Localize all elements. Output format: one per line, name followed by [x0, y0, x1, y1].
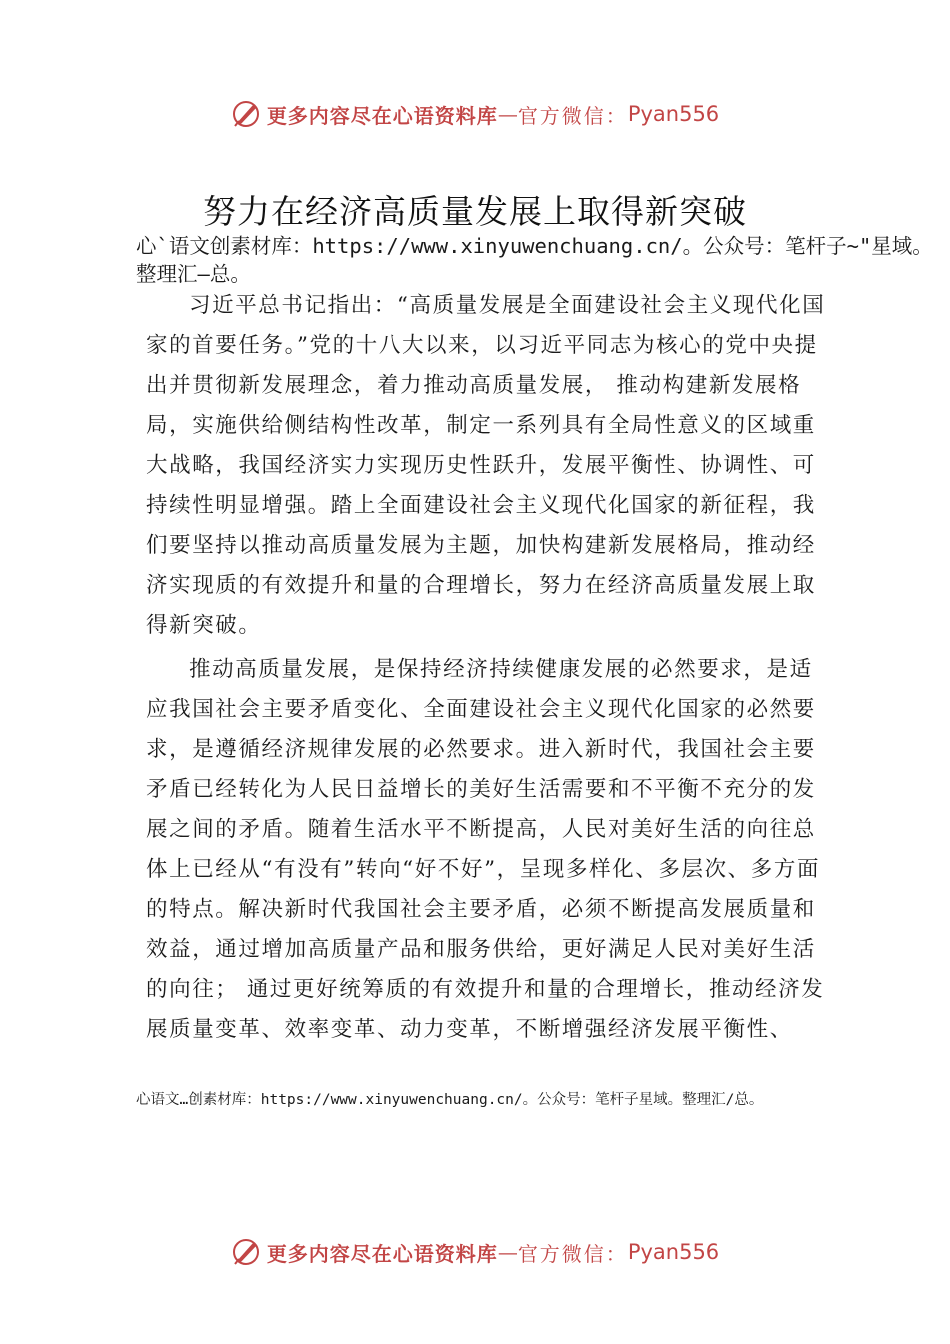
banner-wechat-handle: Pyan556	[627, 1240, 720, 1264]
banner-brand-text: 更多内容尽在心语资料库	[266, 1241, 498, 1266]
banner-wechat-label: 官方微信：	[517, 103, 628, 128]
banner-dash: —	[497, 1240, 518, 1264]
banner-brand-text: 更多内容尽在心语资料库	[266, 103, 498, 128]
pen-logo-icon	[231, 1237, 261, 1267]
banner-wechat-handle: Pyan556	[627, 102, 720, 126]
footer-source-note: 心语文…创素材库：https://www.xinyuwenchuang.cn/。公众号：笔杆子星域。整理汇/总。	[136, 1092, 764, 1108]
header-banner	[0, 94, 950, 134]
document-body	[146, 286, 826, 1050]
banner-dash: —	[497, 102, 518, 126]
banner-wechat-label: 官方微信：	[517, 1241, 628, 1266]
footer-banner	[0, 1232, 950, 1272]
pen-logo-icon	[231, 99, 261, 129]
source-watermark-line: 心`语文创素材库：https://www.xinyuwenchuang.cn/。公众号：笔杆子~"星域。整理汇—总。	[136, 234, 933, 286]
paragraph: 推动高质量发展，是保持经济持续健康发展的必然要求，是适应我国社会主要矛盾变化、全面建设社会主义现代化国家的必然要求，是遵循经济规律发展的必然要求。进入新时代，我国社会主要矛盾已经转化为人民日益增长的美好生活需要和不平衡不充分的发展之间的矛盾。随着生活水平不断提高，人民对美好生活的向往总体上已经从“有没有”转向“好不好”，呈现多样化、多层次、多方面的特点。解决新时代我国社会主要矛盾，必须不断提高发展质量和效益，通过增加高质量产品和服务供给，更好满足人民对美好生活的向往； 通过更好统筹质的有效提升和量的合理增长，推动经济发展质量变革、效率变革、动力变革，不断增强经济发展平衡性、	[146, 657, 825, 1042]
paragraph: 习近平总书记指出：“高质量发展是全面建设社会主义现代化国家的首要任务。”党的十八大以来，以习近平同志为核心的党中央提出并贯彻新发展理念，着力推动高质量发展， 推动构建新发展格局，实施供给侧结构性改革，制定一系列具有全局性意义的区域重大战略，我国经济实力实现历史性跃升，发展平衡性、协调性、可持续性明显增强。踏上全面建设社会主义现代化国家的新征程，我们要坚持以推动高质量发展为主题，加快构建新发展格局，推动经济实现质的有效提升和量的合理增长，努力在经济高质量发展上取得新突破。	[146, 293, 826, 638]
document-title: 努力在经济高质量发展上取得新突破	[203, 192, 747, 231]
